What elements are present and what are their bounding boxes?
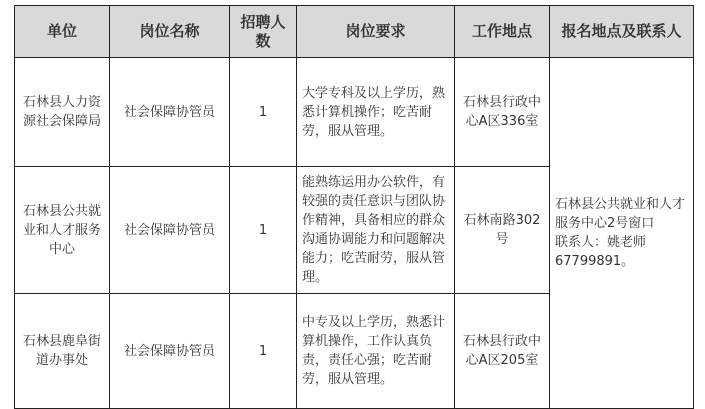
header-position: 岗位名称 (110, 6, 230, 58)
cell-count: 1 (230, 58, 297, 167)
recruitment-table (14, 5, 694, 409)
contact-phone: 67799891。 (555, 254, 635, 269)
cell-unit: 石林县鹿阜街道办事处 (15, 294, 110, 409)
cell-unit: 石林县人力资源社会保障局 (15, 58, 110, 167)
cell-unit: 石林县公共就业和人才服务中心 (15, 167, 110, 294)
contact-place: 石林县公共就业和人才服务中心2号窗口 (555, 197, 686, 231)
cell-requirements: 中专及以上学历，熟悉计算机操作，工作认真负责，责任心强；吃苦耐劳，服从管理。 (297, 294, 455, 409)
table-row (15, 58, 694, 167)
header-requirements: 岗位要求 (297, 6, 455, 58)
cell-requirements: 大学专科及以上学历，熟悉计算机操作；吃苦耐劳，服从管理。 (297, 58, 455, 167)
cell-position: 社会保障协管员 (110, 58, 230, 167)
cell-location: 石林南路302号 (455, 167, 550, 294)
cell-count: 1 (230, 167, 297, 294)
cell-requirements: 能熟练运用办公软件，有较强的责任意识与团队协作精神，具备相应的群众沟通协调能力和问题解决能力；吃苦耐劳，服从管理。 (297, 167, 455, 294)
header-location: 工作地点 (455, 6, 550, 58)
contact-person: 联系人：姚老师 (555, 235, 647, 250)
cell-position: 社会保障协管员 (110, 294, 230, 409)
cell-contact (550, 58, 694, 409)
header-contact: 报名地点及联系人 (550, 6, 694, 58)
recruitment-table-container (14, 5, 694, 409)
header-count: 招聘人数 (230, 6, 297, 58)
header-unit: 单位 (15, 6, 110, 58)
cell-count: 1 (230, 294, 297, 409)
header-row (15, 6, 694, 58)
cell-location: 石林县行政中心A区336室 (455, 58, 550, 167)
cell-location: 石林县行政中心A区205室 (455, 294, 550, 409)
cell-position: 社会保障协管员 (110, 167, 230, 294)
